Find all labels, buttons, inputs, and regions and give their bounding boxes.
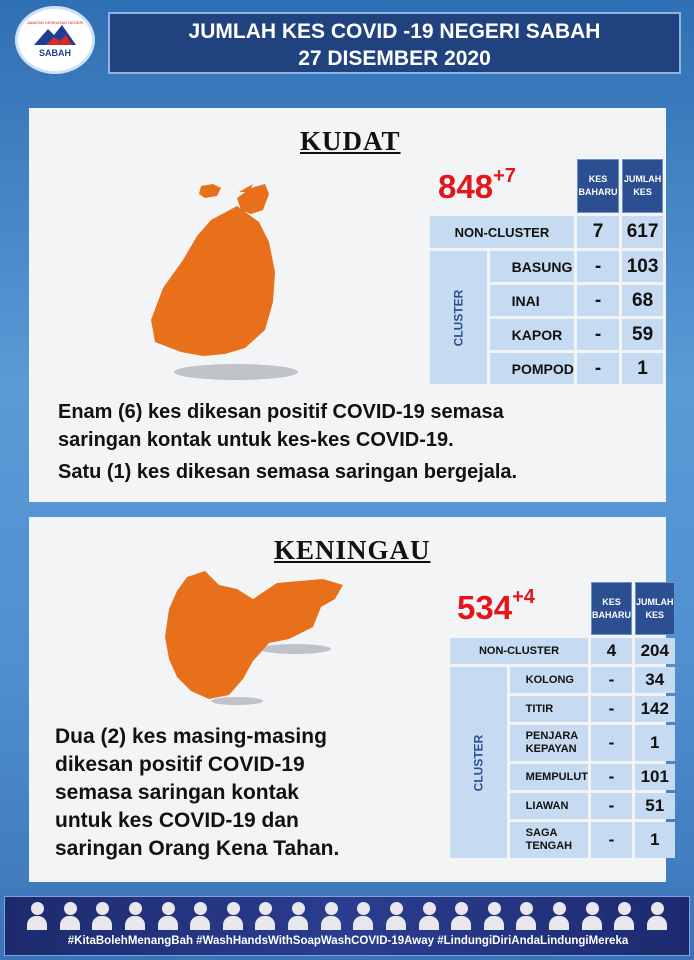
person-icon <box>321 900 341 930</box>
cluster-new: - <box>591 793 632 819</box>
cluster-name: LIAWAN <box>510 793 588 819</box>
logo-subtext: JABATAN KESIHATAN NEGERI <box>26 20 84 25</box>
title-line-1: JUMLAH KES COVID -19 NEGERI SABAH <box>188 20 601 43</box>
cluster-name: TITIR <box>510 696 588 722</box>
cluster-total: 51 <box>635 793 675 819</box>
keningau-map <box>157 569 357 709</box>
keningau-total-value: 534 <box>457 589 513 626</box>
page-title <box>108 12 681 74</box>
cluster-total: 101 <box>635 764 675 790</box>
district-title-kudat: KUDAT <box>300 126 401 156</box>
cluster-new: - <box>577 285 619 316</box>
table-row <box>450 667 675 693</box>
table-row <box>430 251 663 282</box>
cluster-label: CLUSTER <box>430 251 487 384</box>
col-header-total-cases: JUMLAH KES <box>635 582 675 635</box>
mountain-icon <box>32 23 78 47</box>
cluster-new: - <box>577 251 619 282</box>
cluster-total: 34 <box>635 667 675 693</box>
non-cluster-label: NON-CLUSTER <box>450 638 588 664</box>
district-title-keningau: KENINGAU <box>274 535 431 565</box>
person-icon <box>353 900 373 930</box>
cluster-total: 68 <box>622 285 663 316</box>
kudat-new-increment: +7 <box>493 165 516 187</box>
cluster-total: 59 <box>622 319 663 350</box>
cluster-new: - <box>591 725 632 761</box>
col-header-total-cases: JUMLAH KES <box>622 159 663 213</box>
person-icon <box>223 900 243 930</box>
cluster-total: 1 <box>635 822 675 858</box>
cluster-name: INAI <box>490 285 574 316</box>
person-icon <box>516 900 536 930</box>
non-cluster-new: 7 <box>577 216 619 248</box>
non-cluster-new: 4 <box>591 638 632 664</box>
kudat-panel <box>29 108 666 502</box>
cluster-total: 142 <box>635 696 675 722</box>
person-icon <box>419 900 439 930</box>
kudat-cases-table <box>427 156 666 387</box>
keningau-description: Dua (2) kes masing-masing dikesan positif COVID-19 semasa saringan kontak untuk kes COVID-19 dan saringan Orang Kena Tahan. <box>55 725 340 860</box>
person-icon <box>27 900 47 930</box>
cluster-new: - <box>591 696 632 722</box>
non-cluster-total: 204 <box>635 638 675 664</box>
person-icon <box>484 900 504 930</box>
person-icon <box>647 900 667 930</box>
title-date: 27 DISEMBER 2020 <box>298 47 491 70</box>
footer-banner <box>4 896 690 956</box>
person-icon <box>190 900 210 930</box>
person-icon <box>255 900 275 930</box>
person-icon <box>60 900 80 930</box>
cluster-total: 103 <box>622 251 663 282</box>
person-icon <box>92 900 112 930</box>
frontliners-illustration <box>27 900 667 932</box>
cluster-name: POMPOD <box>490 353 574 384</box>
cluster-name: MEMPULUT <box>510 764 588 790</box>
cluster-new: - <box>577 319 619 350</box>
person-icon <box>549 900 569 930</box>
table-row <box>430 216 663 248</box>
cluster-label: CLUSTER <box>450 667 507 858</box>
table-row <box>450 638 675 664</box>
person-icon <box>386 900 406 930</box>
cluster-new: - <box>591 822 632 858</box>
kudat-description: Enam (6) kes dikesan positif COVID-19 semasa saringan kontak untuk kes-kes COVID-19. Satu (1) kes dikesan semasa saringan bergejala. <box>58 401 518 483</box>
person-icon <box>582 900 602 930</box>
non-cluster-label: NON-CLUSTER <box>430 216 574 248</box>
cluster-new: - <box>591 764 632 790</box>
keningau-cases-table <box>447 579 678 861</box>
cluster-name: BASUNG <box>490 251 574 282</box>
cluster-total: 1 <box>635 725 675 761</box>
logo-text: SABAH <box>38 47 71 58</box>
cluster-new: - <box>591 667 632 693</box>
keningau-new-increment: +4 <box>512 586 535 608</box>
person-icon <box>125 900 145 930</box>
col-header-new-cases: KES BAHARU <box>577 159 619 213</box>
cluster-name: KOLONG <box>510 667 588 693</box>
cluster-total: 1 <box>622 353 663 384</box>
person-icon <box>158 900 178 930</box>
cluster-name: KAPOR <box>490 319 574 350</box>
sabah-health-logo <box>15 6 95 74</box>
cluster-new: - <box>577 353 619 384</box>
col-header-new-cases: KES BAHARU <box>591 582 632 635</box>
cluster-name: SAGA TENGAH <box>510 822 588 858</box>
person-icon <box>614 900 634 930</box>
non-cluster-total: 617 <box>622 216 663 248</box>
person-icon <box>451 900 471 930</box>
cluster-name: PENJARA KEPAYAN <box>510 725 588 761</box>
kudat-map <box>141 180 321 390</box>
person-icon <box>288 900 308 930</box>
keningau-panel <box>29 517 674 882</box>
footer-hashtags: #KitaBolehMenangBah #WashHandsWithSoapWashCOVID-19Away #LindungiDiriAndaLindungiMereka <box>67 935 629 947</box>
kudat-total-value: 848 <box>438 168 494 205</box>
